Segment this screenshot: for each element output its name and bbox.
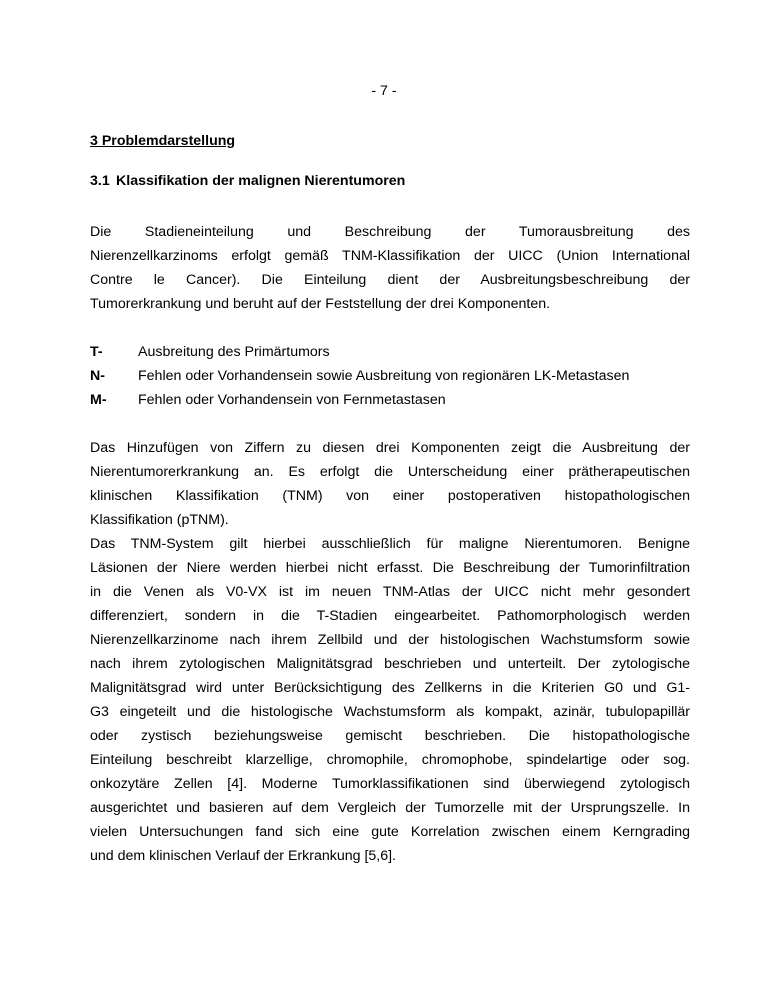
text-line: Contre le Cancer). Die Einteilung dient der Ausbreitungsbeschreibung der	[90, 272, 690, 288]
text-line: Malignitätsgrad wird unter Berücksichtigung des Zellkerns in die Kriterien G0 und G1-	[90, 680, 690, 696]
text-line: Nierentumorerkrankung an. Es erfolgt die Unterscheidung einer prätherapeutischen	[90, 464, 690, 480]
text-line: Klassifikation (pTNM).	[90, 512, 229, 528]
section-title: Klassifikation der malignen Nierentumoren	[116, 173, 406, 189]
tnm-key: M-	[90, 392, 107, 408]
text-line: Läsionen der Niere werden hierbei nicht erfasst. Die Beschreibung der Tumorinfiltration	[90, 560, 690, 576]
tnm-item-m	[90, 388, 690, 412]
text-line: nach ihrem zytologischen Malignitätsgrad beschrieben und unterteilt. Der zytologische	[90, 656, 690, 672]
text-line: klinischen Klassifikation (TNM) von einer postoperativen histopathologischen	[90, 488, 690, 504]
text-line: Die Stadieneinteilung und Beschreibung der Tumorausbreitung des	[90, 224, 690, 240]
tnm-component-list	[90, 340, 690, 412]
paragraph-intro	[90, 220, 690, 316]
text-line: Einteilung beschreibt klarzellige, chromophile, chromophobe, spindelartige oder sog.	[90, 752, 690, 768]
page-number: - 7 -	[371, 83, 397, 99]
text-line: Tumorerkrankung und beruht auf der Feststellung der drei Komponenten.	[90, 296, 551, 312]
tnm-description: Fehlen oder Vorhandensein sowie Ausbreitung von regionären LK-Metastasen	[138, 368, 630, 384]
text-line: Das TNM-System gilt hierbei ausschließlich für maligne Nierentumoren. Benigne	[90, 536, 690, 552]
text-line: vielen Untersuchungen fand sich eine gute Korrelation zwischen einem Kerngrading	[90, 824, 690, 840]
text-line: oder zystisch beziehungsweise gemischt beschrieben. Die histopathologische	[90, 728, 690, 744]
text-line: Das Hinzufügen von Ziffern zu diesen drei Komponenten zeigt die Ausbreitung der	[90, 440, 690, 456]
tnm-description: Fehlen oder Vorhandensein von Fernmetastasen	[138, 392, 446, 408]
tnm-key: N-	[90, 368, 105, 384]
text-line: Nierenzellkarzinoms erfolgt gemäß TNM-Klassifikation der UICC (Union International	[90, 248, 690, 264]
text-line: ausgerichtet und basieren auf dem Vergleich der Tumorzelle mit der Ursprungszelle. In	[90, 800, 690, 816]
tnm-item-n	[90, 364, 690, 388]
text-line: Nierenzellkarzinome nach ihrem Zellbild und der histologischen Wachstumsform sowie	[90, 632, 690, 648]
chapter-heading: 3 Problemdarstellung	[90, 133, 236, 149]
section-heading	[90, 173, 405, 189]
paragraph-classification	[90, 436, 690, 868]
tnm-key: T-	[90, 344, 103, 360]
text-line: onkozytäre Zellen [4]. Moderne Tumorklassifikationen sind überwiegend zytologisch	[90, 776, 690, 792]
section-number: 3.1	[90, 173, 110, 189]
text-line: differenziert, sondern in die T-Stadien eingearbeitet. Pathomorphologisch werden	[90, 608, 690, 624]
text-line: und dem klinischen Verlauf der Erkrankung [5,6].	[90, 848, 396, 864]
text-line: in die Venen als V0-VX ist im neuen TNM-Atlas der UICC nicht mehr gesondert	[90, 584, 690, 600]
tnm-description: Ausbreitung des Primärtumors	[138, 344, 330, 360]
tnm-item-t	[90, 340, 690, 364]
text-line: G3 eingeteilt und die histologische Wachstumsform als kompakt, azinär, tubulopapillär	[90, 704, 690, 720]
